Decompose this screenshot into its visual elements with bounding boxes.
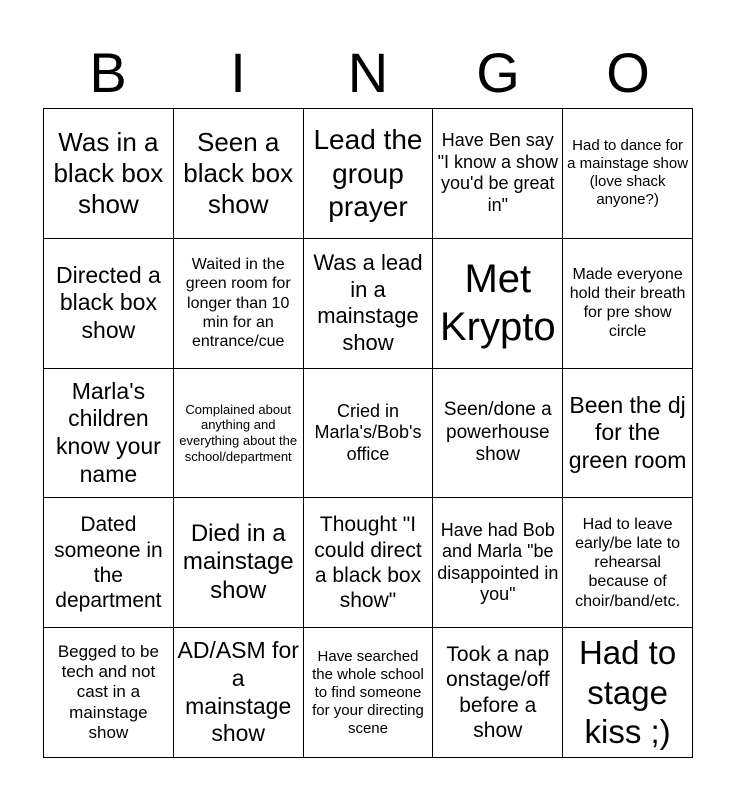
header-letter-b: B xyxy=(89,41,127,104)
bingo-cell[interactable] xyxy=(174,369,304,499)
header-letter-i: I xyxy=(230,41,246,104)
bingo-cell[interactable] xyxy=(174,498,304,628)
bingo-cell[interactable] xyxy=(433,498,563,628)
bingo-cell-text: Lead the group prayer xyxy=(313,124,423,223)
bingo-cell-text: Had to leave early/be late to rehearsal because of choir/band/etc. xyxy=(575,515,681,610)
bingo-cell-text: Had to dance for a mainstage show (love shack anyone?) xyxy=(567,137,689,209)
bingo-header xyxy=(43,38,693,108)
bingo-cell-text: Died in a mainstage show xyxy=(182,519,294,605)
bingo-cell-text: Seen a black box show xyxy=(183,126,294,219)
header-letter-o: O xyxy=(606,41,650,104)
bingo-cell-text: Been the dj for the green room xyxy=(568,391,687,473)
bingo-cell[interactable] xyxy=(44,369,174,499)
bingo-cell-text: Met Krypto xyxy=(439,257,556,350)
bingo-cell[interactable] xyxy=(174,109,304,239)
bingo-cell-text: Have searched the whole school to find someone for your directing scene xyxy=(312,647,424,737)
header-letter-g: G xyxy=(476,41,520,104)
bingo-cell[interactable] xyxy=(304,369,434,499)
bingo-cell[interactable] xyxy=(433,109,563,239)
bingo-cell-text: Have had Bob and Marla "be disappointed in you" xyxy=(437,519,559,605)
bingo-grid xyxy=(43,108,693,758)
bingo-cell-text: Cried in Marla's/Bob's office xyxy=(314,400,422,464)
bingo-cell[interactable] xyxy=(433,628,563,758)
bingo-cell-text: Was in a black box show xyxy=(53,126,164,219)
bingo-cell[interactable] xyxy=(304,109,434,239)
bingo-cell[interactable] xyxy=(563,109,693,239)
bingo-cell[interactable] xyxy=(433,239,563,369)
bingo-cell-text: Seen/done a powerhouse show xyxy=(443,398,552,466)
bingo-cell[interactable] xyxy=(44,239,174,369)
bingo-cell[interactable] xyxy=(563,369,693,499)
bingo-cell[interactable] xyxy=(563,498,693,628)
bingo-cell-text: Had to stage kiss ;) xyxy=(578,634,677,751)
bingo-cell-text: Dated someone in the department xyxy=(54,513,163,612)
bingo-cell-text: Complained about anything and everything about the school/department xyxy=(179,401,298,464)
bingo-cell[interactable] xyxy=(304,239,434,369)
bingo-cell-text: Took a nap onstage/off before a show xyxy=(446,643,550,742)
bingo-cell[interactable] xyxy=(174,628,304,758)
bingo-cell[interactable] xyxy=(304,498,434,628)
bingo-cell-text: Made everyone hold their breath for pre show circle xyxy=(569,265,686,341)
bingo-cell[interactable] xyxy=(44,498,174,628)
bingo-cell[interactable] xyxy=(44,109,174,239)
bingo-cell[interactable] xyxy=(433,369,563,499)
bingo-cell[interactable] xyxy=(304,628,434,758)
bingo-cell-text: Thought "I could direct a black box show" xyxy=(314,513,422,612)
bingo-cell-text: AD/ASM for a mainstage show xyxy=(177,637,299,747)
bingo-cell[interactable] xyxy=(44,628,174,758)
header-letter-n: N xyxy=(347,41,389,104)
bingo-cell-text: Waited in the green room for longer than 10 min for an entrance/cue xyxy=(185,256,291,350)
bingo-cell-text: Directed a black box show xyxy=(55,261,161,343)
bingo-cell-text: Begged to be tech and not cast in a mainstage show xyxy=(57,641,159,743)
bingo-cell-text: Marla's children know your name xyxy=(55,377,161,487)
bingo-cell-text: Have Ben say "I know a show you'd be great in" xyxy=(437,130,559,215)
bingo-cell[interactable] xyxy=(563,628,693,758)
bingo-cell[interactable] xyxy=(563,239,693,369)
bingo-cell-text: Was a lead in a mainstage show xyxy=(313,250,423,355)
bingo-cell[interactable] xyxy=(174,239,304,369)
